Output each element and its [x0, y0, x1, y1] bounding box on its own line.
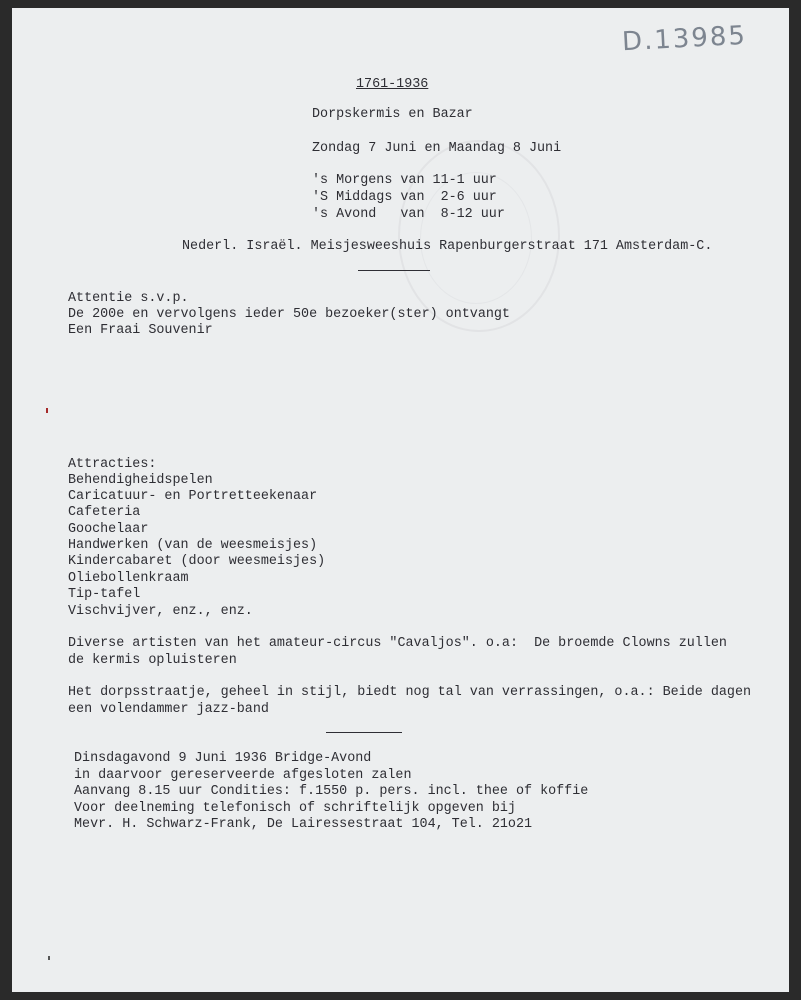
- attraction-item: Goochelaar: [68, 522, 149, 537]
- attraction-item: Vischvijver, enz., enz.: [68, 604, 253, 619]
- bridge-line: Voor deelneming telefonisch of schriftelijk opgeven bij: [74, 801, 516, 816]
- header-hours-afternoon: 'S Middags van 2-6 uur: [312, 190, 497, 205]
- bridge-line: in daarvoor gereserveerde afgesloten zalen: [74, 768, 412, 783]
- bridge-line: Aanvang 8.15 uur Condities: f.1550 p. pers. incl. thee of koffie: [74, 784, 589, 799]
- divider: [358, 270, 430, 271]
- header-hours-evening: 's Avond van 8-12 uur: [312, 207, 505, 222]
- attraction-item: Handwerken (van de weesmeisjes): [68, 538, 318, 553]
- village-paragraph-line: een volendammer jazz-band: [68, 702, 269, 717]
- header-dates: Zondag 7 Juni en Maandag 8 Juni: [312, 141, 562, 156]
- notice-line: De 200e en vervolgens ieder 50e bezoeker(ster) ontvangt: [68, 307, 510, 322]
- margin-mark: [48, 956, 50, 960]
- attraction-item: Oliebollenkraam: [68, 571, 189, 586]
- attractions-heading: Attracties:: [68, 457, 157, 472]
- header-location: Nederl. Israël. Meisjesweeshuis Rapenburgerstraat 171 Amsterdam-C.: [182, 239, 713, 254]
- attraction-item: Kindercabaret (door weesmeisjes): [68, 554, 326, 569]
- attraction-item: Tip-tafel: [68, 587, 141, 602]
- attraction-item: Behendigheidspelen: [68, 473, 213, 488]
- header-years: 1761-1936: [356, 77, 429, 92]
- bridge-line: Mevr. H. Schwarz-Frank, De Lairessestraat 104, Tel. 21o21: [74, 817, 533, 832]
- circus-paragraph-line: Diverse artisten van het amateur-circus "Cavaljos". o.a: De broemde Clowns zullen: [68, 636, 727, 651]
- notice-line: Attentie s.v.p.: [68, 291, 189, 306]
- attraction-item: Cafeteria: [68, 505, 141, 520]
- margin-mark: [46, 408, 48, 413]
- header-hours-morning: 's Morgens van 11-1 uur: [312, 173, 497, 188]
- circus-paragraph-line: de kermis opluisteren: [68, 653, 237, 668]
- archive-number: D.13985: [621, 20, 748, 58]
- header-event: Dorpskermis en Bazar: [312, 107, 473, 122]
- attraction-item: Caricatuur- en Portretteekenaar: [68, 489, 318, 504]
- divider: [326, 732, 402, 733]
- notice-line: Een Fraai Souvenir: [68, 323, 213, 338]
- village-paragraph-line: Het dorpsstraatje, geheel in stijl, biedt nog tal van verrassingen, o.a.: Beide dagen: [68, 685, 752, 700]
- bridge-line: Dinsdagavond 9 Juni 1936 Bridge-Avond: [74, 751, 372, 766]
